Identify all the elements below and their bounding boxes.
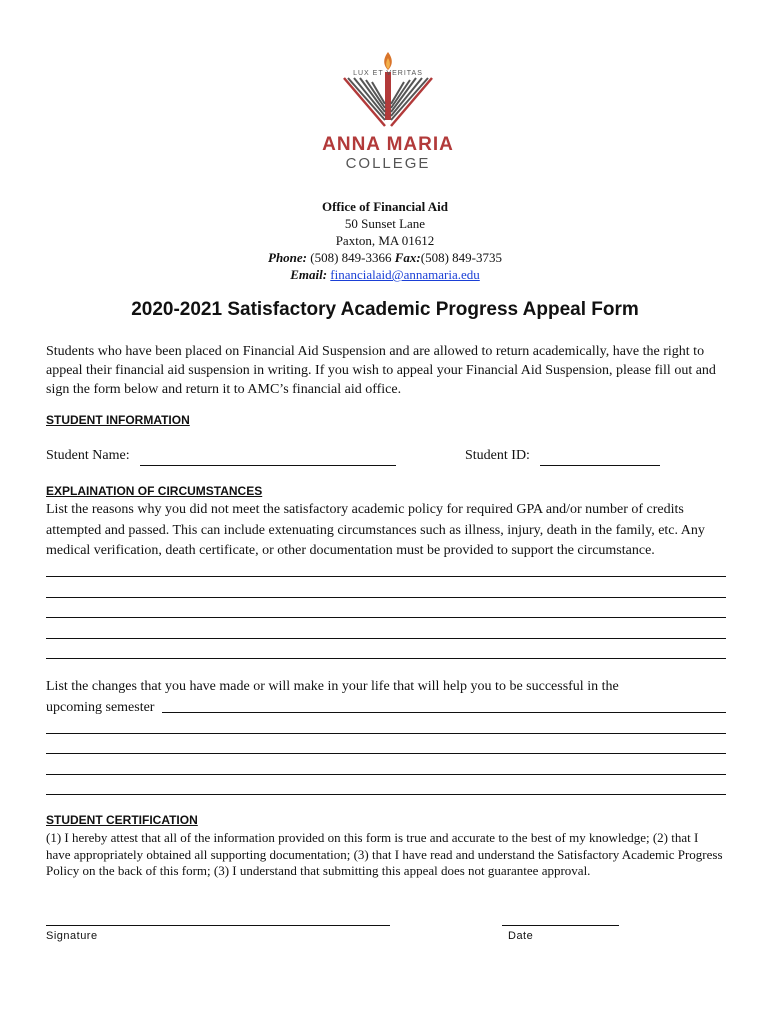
student-info-heading: STUDENT INFORMATION (46, 413, 190, 427)
office-contact-block (0, 198, 770, 283)
college-logo (318, 48, 458, 176)
fax-number: (508) 849-3735 (420, 250, 502, 265)
explanation-line-4[interactable] (46, 638, 726, 639)
student-id-field[interactable] (540, 465, 660, 466)
changes-line-1[interactable] (162, 712, 726, 713)
student-name-label: Student Name: (46, 448, 130, 463)
changes-line-5[interactable] (46, 794, 726, 795)
office-email (0, 266, 770, 283)
changes-instructions-line1: List the changes that you have made or will make in your life that will help you to be successful in the (46, 679, 619, 694)
explanation-instructions: List the reasons why you did not meet the satisfactory academic policy for required GPA and/or number of credits attempted and passed. This can include extenuating circumstances such as illness, injury, death in the family, etc. Any medical verification, death certificate, or other documentation must be provided to support the circumstance. (46, 502, 705, 558)
changes-line-2[interactable] (46, 733, 726, 734)
explanation-line-1[interactable] (46, 576, 726, 577)
explanation-heading: EXPLAINATION OF CIRCUMSTANCES (46, 484, 263, 498)
certification-heading: STUDENT CERTIFICATION (46, 813, 198, 827)
office-name: Office of Financial Aid (321, 199, 449, 214)
changes-line-4[interactable] (46, 774, 726, 775)
logo-subname: COLLEGE (345, 155, 431, 172)
certification-text: (1) I hereby attest that all of the information provided on this form is true and accurate to the best of my knowledge; (2) that I have appropriately obtained all supporting documentation; (3) that I have read and understand the Satisfactory Academic Progress Policy on the back of this form; (3) I understand that submitting this appeal does not guarantee approval. (46, 830, 723, 878)
phone-label: Phone: (268, 250, 307, 265)
email-label: Email: (290, 267, 328, 282)
changes-line-3[interactable] (46, 753, 726, 754)
office-phone-fax (0, 249, 770, 266)
signature-field[interactable] (46, 925, 390, 926)
phone-number: (508) 849-3366 (310, 250, 392, 265)
intro-paragraph: Students who have been placed on Financial Aid Suspension and are allowed to return academically, have the right to appeal their financial aid suspension in writing. If you wish to appeal your Financial Aid Suspension, please fill out and sign the form below and return it to AMC’s financial aid office. (46, 344, 716, 397)
signature-label: Signature (46, 930, 98, 942)
form-title: 2020-2021 Satisfactory Academic Progress Appeal Form (131, 299, 639, 320)
changes-instructions-line2: upcoming semester (46, 700, 155, 715)
student-id-label: Student ID: (465, 448, 530, 463)
office-address-line1: 50 Sunset Lane (344, 216, 426, 231)
explanation-line-2[interactable] (46, 597, 726, 598)
logo-motto: LUX ET VERITAS (353, 70, 423, 77)
explanation-line-3[interactable] (46, 617, 726, 618)
date-label: Date (508, 930, 534, 942)
torch-book-icon (318, 48, 458, 134)
explanation-line-5[interactable] (46, 658, 726, 659)
fax-label: Fax: (394, 250, 421, 265)
student-name-field[interactable] (140, 465, 396, 466)
date-field[interactable] (502, 925, 619, 926)
office-address-line2: Paxton, MA 01612 (335, 233, 435, 248)
logo-name: ANNA MARIA (322, 134, 454, 155)
email-link[interactable]: financialaid@annamaria.edu (330, 267, 480, 282)
